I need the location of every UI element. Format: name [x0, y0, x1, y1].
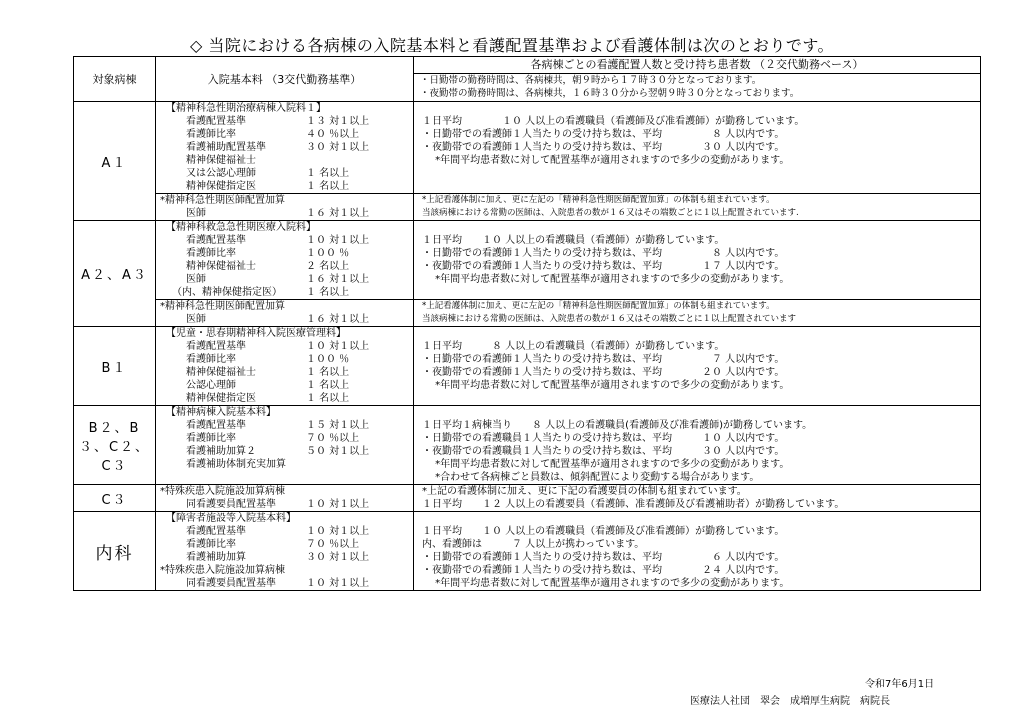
fee-item [156, 445, 413, 458]
staffing-line: ・日勤帯での看護師１人当たりの受け持ち数は、平均 ６ 人以内です。 [422, 552, 785, 563]
staffing-cell [414, 221, 981, 300]
fee-item-label: 精神保健指定医 [186, 393, 256, 404]
fee-item-value: １ 名以上 [306, 287, 350, 298]
addon-note-cell [414, 194, 981, 221]
fee-item-label: 看護師比率 [186, 248, 236, 259]
staffing-line: *上記の看護体制に加え、更に下記の看護要員の体制も組まれています。 [422, 486, 747, 497]
fee-item [156, 260, 413, 273]
fee-item [156, 538, 413, 551]
fee-item-label: （内、精神保健指定医） [172, 287, 282, 298]
fee-item-value: ２ 名以上 [306, 261, 350, 272]
fee-item-label: 医師 [186, 274, 206, 285]
fee-item-label: 看護配置基準 [186, 116, 246, 127]
staffing-line: ・夜勤帯での看護職員１人当たりの受け持ち数は、平均 ３０ 人以内です。 [422, 446, 785, 457]
table-header-row [74, 57, 981, 102]
staffing-cell [414, 406, 981, 485]
fee-title: 【児童・思春期精神科入院医療管理料】 [166, 328, 346, 339]
fee-item-label: *特殊疾患入院施設加算病棟 [160, 486, 285, 497]
night-hours-note: ・夜勤帯の勤務時間は、各病棟共，１６時３０分から翌朝９時３０分となっております。 [420, 88, 800, 99]
fee-cell [156, 406, 414, 485]
fee-title: 【精神病棟入院基本料】 [166, 407, 276, 418]
fee-item-value: １００ ％ [306, 248, 350, 259]
fee-item-label: 看護補助配置基準 [186, 142, 266, 153]
addon-note: *上記看護体制に加え、更に左記の「精神科急性期医師配置加算」の体制も組まれています。 [422, 301, 775, 311]
ward-addon-row [74, 194, 981, 221]
footer-date: 令和7年6月1日 [865, 679, 935, 690]
staffing-cell [414, 102, 981, 194]
staffing-line: ・夜勤帯での看護師１人当たりの受け持ち数は、平均 ２０ 人以内です。 [422, 367, 785, 378]
fee-item [156, 300, 413, 313]
fee-item-value: ４０ ％以上 [306, 129, 360, 140]
fee-item-value: １ 名以上 [306, 181, 350, 192]
fee-item-value: １０ 対１以上 [306, 341, 370, 352]
fee-item-value: １６ 対１以上 [306, 274, 370, 285]
fee-item [156, 115, 413, 128]
fee-item-value: １０ 対１以上 [306, 499, 370, 510]
fee-cell [156, 327, 414, 406]
fee-item [156, 551, 413, 564]
fee-item-value: １０ 対１以上 [306, 526, 370, 537]
fee-item-value: １６ 対１以上 [306, 208, 370, 219]
fee-item [156, 194, 413, 207]
ward-section-row [74, 327, 981, 406]
fee-item [156, 379, 413, 392]
fee-item [156, 432, 413, 445]
fee-item-label: 看護配置基準 [186, 341, 246, 352]
fee-item [156, 498, 413, 511]
staffing-header [414, 57, 981, 102]
staffing-table [73, 56, 981, 591]
fee-title: 【精神科救急急性期医療入院料】 [166, 222, 316, 233]
fee-item-label: 看護師比率 [186, 354, 236, 365]
addon-note: *上記看護体制に加え、更に左記の「精神科急性期医師配置加算」の体制も組まれています。 [422, 195, 775, 205]
ward-section-row [74, 102, 981, 194]
ward-section-row [74, 512, 981, 591]
page-title: ◇ 当院における各病棟の入院基本料と看護配置基準および看護体制は次のとおりです。 [189, 36, 835, 55]
fee-item [156, 234, 413, 247]
staffing-line: １日平均 １０ 人以上の看護職員（看護師及び准看護師）が勤務しています。 [422, 116, 805, 127]
fee-item [156, 286, 413, 299]
fee-item [156, 180, 413, 193]
staffing-line: ・夜勤帯での看護師１人当たりの受け持ち数は、平均 ２４ 人以内です。 [422, 565, 785, 576]
fee-title: 【障害者施設等入院基本料】 [166, 513, 296, 524]
ward-cell: 内科 [74, 512, 156, 591]
fee-item [156, 458, 413, 471]
ward-section-row [74, 221, 981, 300]
ward-cell: B２、B３、C２、C３ [74, 406, 156, 485]
fee-item-label: *精神科急性期医師配置加算 [160, 195, 285, 206]
fee-item-label: 看護配置基準 [186, 526, 246, 537]
staffing-line: *年間平均患者数に対して配置基準が適用されますので多少の変動があります。 [422, 380, 790, 391]
fee-title: 【精神科急性期治療病棟入院料１】 [166, 103, 326, 114]
fee-item [156, 353, 413, 366]
staffing-line: ・日勤帯での看護師１人当たりの受け持ち数は、平均 ８ 人以内です。 [422, 248, 785, 259]
staffing-line: *年間平均患者数に対して配置基準が適用されますので多少の変動があります。 [422, 155, 790, 166]
staffing-line: ・日勤帯での看護職員１人当たりの受け持ち数は、平均 １０ 人以内です。 [422, 433, 785, 444]
addon-note: 当該病棟における常勤の医師は、入院患者の数が１６又はその端数ごとに１以上配置されています. [422, 208, 799, 218]
staffing-line: ・夜勤帯での看護師１人当たりの受け持ち数は、平均 ３０ 人以内です。 [422, 142, 785, 153]
fee-item-label: 同看護要員配置基準 [186, 499, 276, 510]
fee-item-label: 精神保健指定医 [186, 181, 256, 192]
fee-item-label: 精神保健福祉士 [186, 261, 256, 272]
fee-item-value: ３０ 対１以上 [306, 142, 370, 153]
addon-fee-cell [156, 194, 414, 221]
fee-item-label: 看護補助加算２ [186, 446, 256, 457]
fee-item [156, 128, 413, 141]
ward-addon-row [74, 300, 981, 327]
fee-item [156, 273, 413, 286]
fee-item [156, 247, 413, 260]
staffing-line: １日平均 １２ 人以上の看護要員（看護師、准看護師及び看護補助者）が勤務しています。 [422, 499, 845, 510]
ward-cell: A１ [74, 102, 156, 221]
fee-cell [156, 221, 414, 300]
staffing-line: 内、看護師は ７ 人以上が携わっています。 [422, 539, 645, 550]
addon-fee-cell [156, 300, 414, 327]
ward-cell: B１ [74, 327, 156, 406]
fee-header: 入院基本料 （3交代勤務基準） [156, 57, 414, 102]
fee-item-value: １５ 対１以上 [306, 420, 370, 431]
staffing-header-title: 各病棟ごとの看護配置人数と受け持ち患者数 （２交代勤務ベース） [414, 57, 980, 74]
fee-item [156, 419, 413, 432]
addon-note-cell [414, 300, 981, 327]
day-hours-note: ・日勤帯の勤務時間は、各病棟共，朝９時から１７時３０分となっております。 [420, 75, 762, 86]
staffing-cell [414, 327, 981, 406]
staffing-line: *年間平均患者数に対して配置基準が適用されますので多少の変動があります。 [422, 578, 790, 589]
fee-item-value: １ 名以上 [306, 168, 350, 179]
footer-signature: 医療法人社団 翠会 成増厚生病院 病院長 [690, 696, 890, 707]
fee-item [156, 340, 413, 353]
fee-item-label: 精神保健福祉士 [186, 155, 256, 166]
fee-item-label: 看護配置基準 [186, 420, 246, 431]
ward-cell: A２、A３ [74, 221, 156, 327]
staffing-line: １日平均 １０ 人以上の看護職員（看護師及び准看護師）が勤務しています。 [422, 526, 785, 537]
ward-section-row [74, 485, 981, 512]
fee-item [156, 392, 413, 405]
fee-item-value: １００ ％ [306, 354, 350, 365]
fee-cell [156, 102, 414, 194]
fee-item-label: 看護補助体制充実加算 [186, 459, 286, 470]
fee-item-label: 看護補助加算 [186, 552, 246, 563]
fee-item-label: 又は公認心理師 [186, 168, 256, 179]
fee-item-label: 看護師比率 [186, 433, 236, 444]
fee-item-value: １ 名以上 [306, 380, 350, 391]
ward-cell: C３ [74, 485, 156, 512]
fee-item [156, 366, 413, 379]
fee-item [156, 207, 413, 220]
fee-item-label: 精神保健福祉士 [186, 367, 256, 378]
fee-cell [156, 485, 414, 512]
fee-item [156, 141, 413, 154]
fee-item-value: ７０ ％以上 [306, 433, 360, 444]
staffing-line: １日平均 １０ 人以上の看護職員（看護師）が勤務しています。 [422, 235, 725, 246]
staffing-line: ・日勤帯での看護師１人当たりの受け持ち数は、平均 ８ 人以内です。 [422, 129, 785, 140]
staffing-line: ・夜勤帯での看護師１人当たりの受け持ち数は、平均 １７ 人以内です。 [422, 261, 785, 272]
fee-cell [156, 512, 414, 591]
fee-item-value: ３０ 対１以上 [306, 552, 370, 563]
fee-item [156, 313, 413, 326]
fee-item-label: 公認心理師 [186, 380, 236, 391]
staffing-line: ・日勤帯での看護師１人当たりの受け持ち数は、平均 ７ 人以内です。 [422, 354, 785, 365]
fee-item [156, 525, 413, 538]
fee-item [156, 154, 413, 167]
staffing-line: １日平均１病棟当り ８ 人以上の看護職員(看護師及び准看護師)が勤務しています。 [422, 420, 813, 431]
staffing-line: *合わせて各病棟ごと員数は、傾斜配置により変動する場合があります。 [422, 472, 760, 483]
fee-item-value: ５０ 対１以上 [306, 446, 370, 457]
fee-item-label: 看護師比率 [186, 539, 236, 550]
fee-item-label: 医師 [186, 314, 206, 325]
fee-item-value: １ 名以上 [306, 367, 350, 378]
fee-item-value: １３ 対１以上 [306, 116, 370, 127]
fee-item-value: １０ 対１以上 [306, 235, 370, 246]
staffing-line: *年間平均患者数に対して配置基準が適用されますので多少の変動があります。 [422, 459, 790, 470]
fee-item-value: ７０ ％以上 [306, 539, 360, 550]
staffing-cell [414, 485, 981, 512]
addon-note: 当該病棟における常勤の医師は、入院患者の数が１６又はその端数ごとに１以上配置されています [422, 314, 797, 324]
fee-item-label: 看護師比率 [186, 129, 236, 140]
fee-item-label: *精神科急性期医師配置加算 [160, 301, 285, 312]
fee-item-label: 医師 [186, 208, 206, 219]
fee-item [156, 564, 413, 577]
fee-item-label: *特殊疾患入院施設加算病棟 [160, 565, 285, 576]
fee-item-label: 同看護要員配置基準 [186, 578, 276, 589]
fee-item [156, 485, 413, 498]
fee-item-value: １０ 対１以上 [306, 578, 370, 589]
fee-item [156, 167, 413, 180]
fee-item-label: 看護配置基準 [186, 235, 246, 246]
fee-item-value: １６ 対１以上 [306, 314, 370, 325]
fee-item [156, 577, 413, 590]
staffing-line: *年間平均患者数に対して配置基準が適用されますので多少の変動があります。 [422, 274, 790, 285]
ward-section-row [74, 406, 981, 485]
staffing-line: １日平均 ８ 人以上の看護職員（看護師）が勤務しています。 [422, 341, 725, 352]
ward-header: 対象病棟 [74, 57, 156, 102]
fee-item-value: １ 名以上 [306, 393, 350, 404]
staffing-cell [414, 512, 981, 591]
